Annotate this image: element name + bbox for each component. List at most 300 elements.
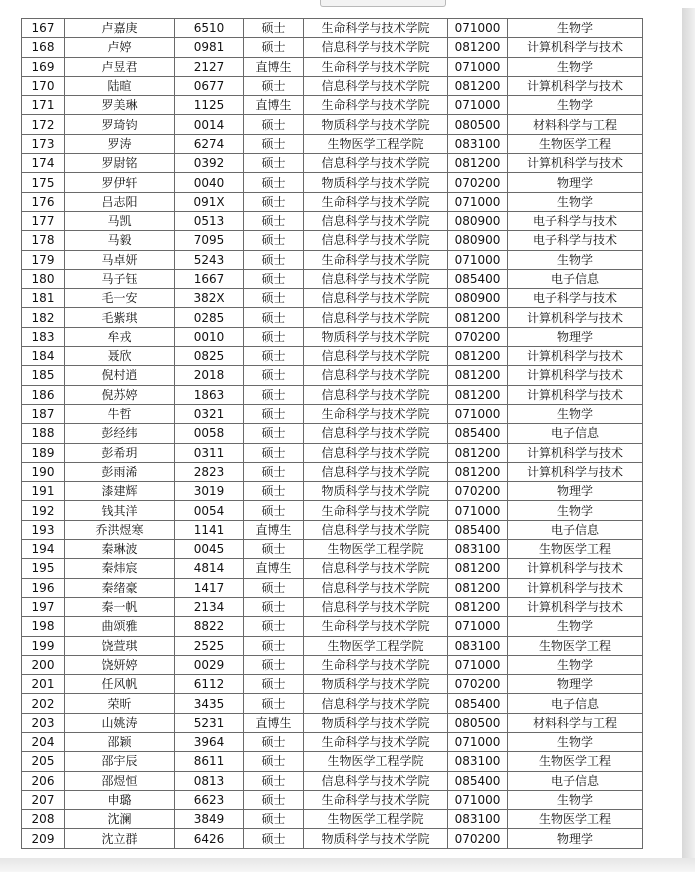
student-name-cell: 倪村逍 — [65, 366, 175, 385]
school-cell: 信息科学与技术学院 — [304, 231, 448, 250]
major-code-cell: 081200 — [448, 366, 508, 385]
student-name-cell: 马子钰 — [65, 269, 175, 288]
id-suffix-cell: 0058 — [175, 424, 244, 443]
student-name-cell: 马凯 — [65, 211, 175, 230]
major-name-cell: 电子科学与技术 — [508, 231, 643, 250]
degree-type-cell: 硕士 — [244, 771, 304, 790]
school-cell: 物质科学与技术学院 — [304, 675, 448, 694]
school-cell: 生命科学与技术学院 — [304, 790, 448, 809]
table-row — [22, 385, 643, 404]
major-code-cell: 070200 — [448, 482, 508, 501]
school-cell: 信息科学与技术学院 — [304, 154, 448, 173]
table-row — [22, 173, 643, 192]
viewer-side-shadow — [682, 0, 695, 872]
major-code-cell: 081200 — [448, 462, 508, 481]
major-code-cell: 081200 — [448, 347, 508, 366]
table-row — [22, 404, 643, 423]
student-name-cell: 邵颖 — [65, 732, 175, 751]
school-cell: 信息科学与技术学院 — [304, 578, 448, 597]
major-name-cell: 计算机科学与技术 — [508, 597, 643, 616]
degree-type-cell: 硕士 — [244, 211, 304, 230]
degree-type-cell: 硕士 — [244, 231, 304, 250]
row-number-cell: 209 — [22, 829, 65, 848]
major-name-cell: 物理学 — [508, 829, 643, 848]
major-code-cell: 071000 — [448, 655, 508, 674]
id-suffix-cell: 0321 — [175, 404, 244, 423]
school-cell: 信息科学与技术学院 — [304, 269, 448, 288]
table-row — [22, 675, 643, 694]
row-number-cell: 191 — [22, 482, 65, 501]
major-code-cell: 080900 — [448, 289, 508, 308]
student-name-cell: 彭希玥 — [65, 443, 175, 462]
id-suffix-cell: 1863 — [175, 385, 244, 404]
school-cell: 信息科学与技术学院 — [304, 366, 448, 385]
degree-type-cell: 硕士 — [244, 327, 304, 346]
major-code-cell: 085400 — [448, 694, 508, 713]
major-code-cell: 085400 — [448, 424, 508, 443]
major-code-cell: 081200 — [448, 154, 508, 173]
major-code-cell: 081200 — [448, 597, 508, 616]
student-name-cell: 卢昱君 — [65, 57, 175, 76]
row-number-cell: 182 — [22, 308, 65, 327]
school-cell: 生命科学与技术学院 — [304, 57, 448, 76]
id-suffix-cell: 5243 — [175, 250, 244, 269]
major-name-cell: 生物学 — [508, 655, 643, 674]
table-row — [22, 327, 643, 346]
major-code-cell: 081200 — [448, 38, 508, 57]
id-suffix-cell: 3019 — [175, 482, 244, 501]
id-suffix-cell: 0029 — [175, 655, 244, 674]
row-number-cell: 205 — [22, 752, 65, 771]
student-name-cell: 乔洪煜寒 — [65, 520, 175, 539]
student-name-cell: 牟戎 — [65, 327, 175, 346]
school-cell: 生命科学与技术学院 — [304, 404, 448, 423]
table-row — [22, 829, 643, 848]
student-name-cell: 卢婷 — [65, 38, 175, 57]
row-number-cell: 195 — [22, 559, 65, 578]
table-row — [22, 424, 643, 443]
table-row — [22, 578, 643, 597]
major-code-cell: 083100 — [448, 540, 508, 559]
table-row — [22, 366, 643, 385]
major-code-cell: 083100 — [448, 752, 508, 771]
major-name-cell: 生物医学工程 — [508, 636, 643, 655]
id-suffix-cell: 6426 — [175, 829, 244, 848]
degree-type-cell: 硕士 — [244, 829, 304, 848]
major-name-cell: 生物学 — [508, 732, 643, 751]
major-name-cell: 计算机科学与技术 — [508, 347, 643, 366]
student-name-cell: 彭雨浠 — [65, 462, 175, 481]
degree-type-cell: 硕士 — [244, 578, 304, 597]
student-name-cell: 倪苏婷 — [65, 385, 175, 404]
table-row — [22, 482, 643, 501]
table-row — [22, 462, 643, 481]
school-cell: 生命科学与技术学院 — [304, 250, 448, 269]
major-code-cell: 081200 — [448, 76, 508, 95]
major-name-cell: 电子信息 — [508, 694, 643, 713]
table-row — [22, 559, 643, 578]
student-name-cell: 任风帆 — [65, 675, 175, 694]
school-cell: 物质科学与技术学院 — [304, 173, 448, 192]
school-cell: 信息科学与技术学院 — [304, 211, 448, 230]
student-name-cell: 马卓妍 — [65, 250, 175, 269]
id-suffix-cell: 0981 — [175, 38, 244, 57]
major-name-cell: 物理学 — [508, 173, 643, 192]
major-name-cell: 生物学 — [508, 501, 643, 520]
id-suffix-cell: 0045 — [175, 540, 244, 559]
id-suffix-cell: 0813 — [175, 771, 244, 790]
roster-body — [22, 19, 643, 849]
degree-type-cell: 硕士 — [244, 173, 304, 192]
school-cell: 信息科学与技术学院 — [304, 559, 448, 578]
id-suffix-cell: 5231 — [175, 713, 244, 732]
school-cell: 信息科学与技术学院 — [304, 308, 448, 327]
id-suffix-cell: 2127 — [175, 57, 244, 76]
degree-type-cell: 硕士 — [244, 424, 304, 443]
degree-type-cell: 硕士 — [244, 366, 304, 385]
id-suffix-cell: 0513 — [175, 211, 244, 230]
school-cell: 信息科学与技术学院 — [304, 462, 448, 481]
table-row — [22, 231, 643, 250]
degree-type-cell: 直博生 — [244, 57, 304, 76]
student-name-cell: 曲颂雅 — [65, 617, 175, 636]
major-code-cell: 081200 — [448, 559, 508, 578]
school-cell: 物质科学与技术学院 — [304, 713, 448, 732]
row-number-cell: 203 — [22, 713, 65, 732]
row-number-cell: 185 — [22, 366, 65, 385]
school-cell: 生命科学与技术学院 — [304, 617, 448, 636]
degree-type-cell: 硕士 — [244, 269, 304, 288]
table-row — [22, 790, 643, 809]
school-cell: 信息科学与技术学院 — [304, 347, 448, 366]
major-code-cell: 071000 — [448, 192, 508, 211]
table-row — [22, 192, 643, 211]
major-name-cell: 生物医学工程 — [508, 752, 643, 771]
id-suffix-cell: 6112 — [175, 675, 244, 694]
major-name-cell: 材料科学与工程 — [508, 115, 643, 134]
student-name-cell: 沈立群 — [65, 829, 175, 848]
row-number-cell: 199 — [22, 636, 65, 655]
row-number-cell: 198 — [22, 617, 65, 636]
student-name-cell: 山姚涛 — [65, 713, 175, 732]
major-name-cell: 计算机科学与技术 — [508, 443, 643, 462]
major-code-cell: 071000 — [448, 250, 508, 269]
major-name-cell: 电子科学与技术 — [508, 211, 643, 230]
id-suffix-cell: 382X — [175, 289, 244, 308]
table-row — [22, 694, 643, 713]
student-name-cell: 邵煜恒 — [65, 771, 175, 790]
student-name-cell: 饶萱琪 — [65, 636, 175, 655]
row-number-cell: 202 — [22, 694, 65, 713]
table-row — [22, 19, 643, 38]
table-row — [22, 540, 643, 559]
row-number-cell: 201 — [22, 675, 65, 694]
id-suffix-cell: 1417 — [175, 578, 244, 597]
school-cell: 信息科学与技术学院 — [304, 443, 448, 462]
major-name-cell: 生物学 — [508, 57, 643, 76]
major-name-cell: 生物医学工程 — [508, 540, 643, 559]
school-cell: 生物医学工程学院 — [304, 134, 448, 153]
student-name-cell: 钱其洋 — [65, 501, 175, 520]
school-cell: 信息科学与技术学院 — [304, 597, 448, 616]
degree-type-cell: 直博生 — [244, 559, 304, 578]
table-row — [22, 250, 643, 269]
id-suffix-cell: 2018 — [175, 366, 244, 385]
row-number-cell: 207 — [22, 790, 65, 809]
table-row — [22, 771, 643, 790]
major-code-cell: 071000 — [448, 790, 508, 809]
major-name-cell: 电子信息 — [508, 424, 643, 443]
row-number-cell: 192 — [22, 501, 65, 520]
major-code-cell: 070200 — [448, 675, 508, 694]
major-name-cell: 计算机科学与技术 — [508, 462, 643, 481]
table-row — [22, 289, 643, 308]
row-number-cell: 190 — [22, 462, 65, 481]
table-row — [22, 713, 643, 732]
row-number-cell: 176 — [22, 192, 65, 211]
degree-type-cell: 硕士 — [244, 617, 304, 636]
degree-type-cell: 硕士 — [244, 655, 304, 674]
school-cell: 信息科学与技术学院 — [304, 38, 448, 57]
major-name-cell: 计算机科学与技术 — [508, 578, 643, 597]
degree-type-cell: 硕士 — [244, 115, 304, 134]
major-code-cell: 083100 — [448, 810, 508, 829]
major-code-cell: 080900 — [448, 211, 508, 230]
table-row — [22, 810, 643, 829]
degree-type-cell: 直博生 — [244, 520, 304, 539]
degree-type-cell: 硕士 — [244, 250, 304, 269]
student-name-cell: 吕志阳 — [65, 192, 175, 211]
major-code-cell: 081200 — [448, 578, 508, 597]
major-name-cell: 计算机科学与技术 — [508, 559, 643, 578]
row-number-cell: 194 — [22, 540, 65, 559]
viewer-top-bar — [0, 0, 695, 8]
degree-type-cell: 硕士 — [244, 694, 304, 713]
major-code-cell: 071000 — [448, 617, 508, 636]
student-name-cell: 荣昕 — [65, 694, 175, 713]
student-roster-table — [21, 18, 643, 849]
degree-type-cell: 硕士 — [244, 308, 304, 327]
viewer-bottom-shadow — [0, 858, 695, 872]
student-name-cell: 罗伊轩 — [65, 173, 175, 192]
row-number-cell: 179 — [22, 250, 65, 269]
major-name-cell: 计算机科学与技术 — [508, 38, 643, 57]
major-code-cell: 081200 — [448, 443, 508, 462]
table-row — [22, 154, 643, 173]
table-row — [22, 96, 643, 115]
major-code-cell: 085400 — [448, 520, 508, 539]
id-suffix-cell: 0285 — [175, 308, 244, 327]
row-number-cell: 204 — [22, 732, 65, 751]
student-name-cell: 秦一帆 — [65, 597, 175, 616]
id-suffix-cell: 2823 — [175, 462, 244, 481]
degree-type-cell: 硕士 — [244, 154, 304, 173]
school-cell: 生命科学与技术学院 — [304, 19, 448, 38]
student-name-cell: 饶妍婷 — [65, 655, 175, 674]
row-number-cell: 188 — [22, 424, 65, 443]
id-suffix-cell: 1141 — [175, 520, 244, 539]
major-code-cell: 085400 — [448, 269, 508, 288]
major-name-cell: 物理学 — [508, 675, 643, 694]
major-name-cell: 生物医学工程 — [508, 134, 643, 153]
row-number-cell: 184 — [22, 347, 65, 366]
table-row — [22, 308, 643, 327]
major-name-cell: 生物学 — [508, 19, 643, 38]
major-code-cell: 083100 — [448, 636, 508, 655]
row-number-cell: 208 — [22, 810, 65, 829]
row-number-cell: 197 — [22, 597, 65, 616]
major-code-cell: 085400 — [448, 771, 508, 790]
id-suffix-cell: 0014 — [175, 115, 244, 134]
degree-type-cell: 硕士 — [244, 38, 304, 57]
table-row — [22, 597, 643, 616]
major-name-cell: 计算机科学与技术 — [508, 154, 643, 173]
major-name-cell: 生物学 — [508, 404, 643, 423]
major-code-cell: 081200 — [448, 308, 508, 327]
row-number-cell: 206 — [22, 771, 65, 790]
school-cell: 生物医学工程学院 — [304, 540, 448, 559]
major-name-cell: 计算机科学与技术 — [508, 308, 643, 327]
degree-type-cell: 硕士 — [244, 404, 304, 423]
degree-type-cell: 硕士 — [244, 76, 304, 95]
row-number-cell: 200 — [22, 655, 65, 674]
row-number-cell: 178 — [22, 231, 65, 250]
id-suffix-cell: 0010 — [175, 327, 244, 346]
id-suffix-cell: 4814 — [175, 559, 244, 578]
school-cell: 信息科学与技术学院 — [304, 424, 448, 443]
major-code-cell: 080900 — [448, 231, 508, 250]
row-number-cell: 173 — [22, 134, 65, 153]
row-number-cell: 170 — [22, 76, 65, 95]
table-row — [22, 76, 643, 95]
major-code-cell: 080500 — [448, 115, 508, 134]
school-cell: 信息科学与技术学院 — [304, 694, 448, 713]
student-name-cell: 罗涛 — [65, 134, 175, 153]
id-suffix-cell: 0311 — [175, 443, 244, 462]
major-code-cell: 070200 — [448, 829, 508, 848]
row-number-cell: 193 — [22, 520, 65, 539]
student-name-cell: 卢嘉庚 — [65, 19, 175, 38]
row-number-cell: 174 — [22, 154, 65, 173]
degree-type-cell: 硕士 — [244, 501, 304, 520]
table-row — [22, 520, 643, 539]
id-suffix-cell: 091X — [175, 192, 244, 211]
major-code-cell: 071000 — [448, 501, 508, 520]
school-cell: 信息科学与技术学院 — [304, 520, 448, 539]
table-row — [22, 115, 643, 134]
id-suffix-cell: 7095 — [175, 231, 244, 250]
major-code-cell: 083100 — [448, 134, 508, 153]
school-cell: 生命科学与技术学院 — [304, 732, 448, 751]
table-row — [22, 501, 643, 520]
row-number-cell: 196 — [22, 578, 65, 597]
degree-type-cell: 硕士 — [244, 462, 304, 481]
school-cell: 信息科学与技术学院 — [304, 385, 448, 404]
major-name-cell: 计算机科学与技术 — [508, 76, 643, 95]
major-code-cell: 070200 — [448, 173, 508, 192]
id-suffix-cell: 8611 — [175, 752, 244, 771]
school-cell: 生物医学工程学院 — [304, 752, 448, 771]
degree-type-cell: 硕士 — [244, 482, 304, 501]
row-number-cell: 186 — [22, 385, 65, 404]
student-name-cell: 罗尉铭 — [65, 154, 175, 173]
student-name-cell: 秦炜宸 — [65, 559, 175, 578]
degree-type-cell: 硕士 — [244, 810, 304, 829]
id-suffix-cell: 1667 — [175, 269, 244, 288]
school-cell: 生物医学工程学院 — [304, 636, 448, 655]
major-code-cell: 071000 — [448, 96, 508, 115]
major-name-cell: 材料科学与工程 — [508, 713, 643, 732]
id-suffix-cell: 8822 — [175, 617, 244, 636]
student-name-cell: 毛紫琪 — [65, 308, 175, 327]
toolbar-handle[interactable] — [320, 0, 446, 7]
student-name-cell: 罗美琳 — [65, 96, 175, 115]
major-name-cell: 计算机科学与技术 — [508, 366, 643, 385]
student-name-cell: 彭经纬 — [65, 424, 175, 443]
degree-type-cell: 硕士 — [244, 790, 304, 809]
table-row — [22, 636, 643, 655]
major-name-cell: 物理学 — [508, 482, 643, 501]
id-suffix-cell: 3435 — [175, 694, 244, 713]
id-suffix-cell: 6623 — [175, 790, 244, 809]
table-row — [22, 347, 643, 366]
id-suffix-cell: 6510 — [175, 19, 244, 38]
school-cell: 生命科学与技术学院 — [304, 96, 448, 115]
student-name-cell: 聂欣 — [65, 347, 175, 366]
school-cell: 生命科学与技术学院 — [304, 655, 448, 674]
id-suffix-cell: 0392 — [175, 154, 244, 173]
degree-type-cell: 硕士 — [244, 347, 304, 366]
major-name-cell: 电子信息 — [508, 771, 643, 790]
degree-type-cell: 直博生 — [244, 96, 304, 115]
degree-type-cell: 硕士 — [244, 134, 304, 153]
table-row — [22, 269, 643, 288]
major-name-cell: 生物医学工程 — [508, 810, 643, 829]
table-row — [22, 57, 643, 76]
major-name-cell: 生物学 — [508, 617, 643, 636]
major-name-cell: 电子信息 — [508, 520, 643, 539]
degree-type-cell: 硕士 — [244, 443, 304, 462]
degree-type-cell: 直博生 — [244, 713, 304, 732]
major-name-cell: 生物学 — [508, 790, 643, 809]
student-name-cell: 沈澜 — [65, 810, 175, 829]
school-cell: 物质科学与技术学院 — [304, 327, 448, 346]
table-row — [22, 443, 643, 462]
major-code-cell: 070200 — [448, 327, 508, 346]
student-name-cell: 秦琳波 — [65, 540, 175, 559]
degree-type-cell: 硕士 — [244, 540, 304, 559]
id-suffix-cell: 1125 — [175, 96, 244, 115]
student-name-cell: 申璐 — [65, 790, 175, 809]
major-name-cell: 物理学 — [508, 327, 643, 346]
table-row — [22, 38, 643, 57]
school-cell: 生命科学与技术学院 — [304, 192, 448, 211]
table-row — [22, 211, 643, 230]
major-code-cell: 081200 — [448, 385, 508, 404]
student-name-cell: 罗琦钧 — [65, 115, 175, 134]
major-code-cell: 071000 — [448, 57, 508, 76]
table-row — [22, 134, 643, 153]
major-name-cell: 电子信息 — [508, 269, 643, 288]
degree-type-cell: 硕士 — [244, 675, 304, 694]
school-cell: 信息科学与技术学院 — [304, 76, 448, 95]
row-number-cell: 180 — [22, 269, 65, 288]
degree-type-cell: 硕士 — [244, 732, 304, 751]
row-number-cell: 187 — [22, 404, 65, 423]
degree-type-cell: 硕士 — [244, 192, 304, 211]
school-cell: 生物医学工程学院 — [304, 810, 448, 829]
id-suffix-cell: 2134 — [175, 597, 244, 616]
